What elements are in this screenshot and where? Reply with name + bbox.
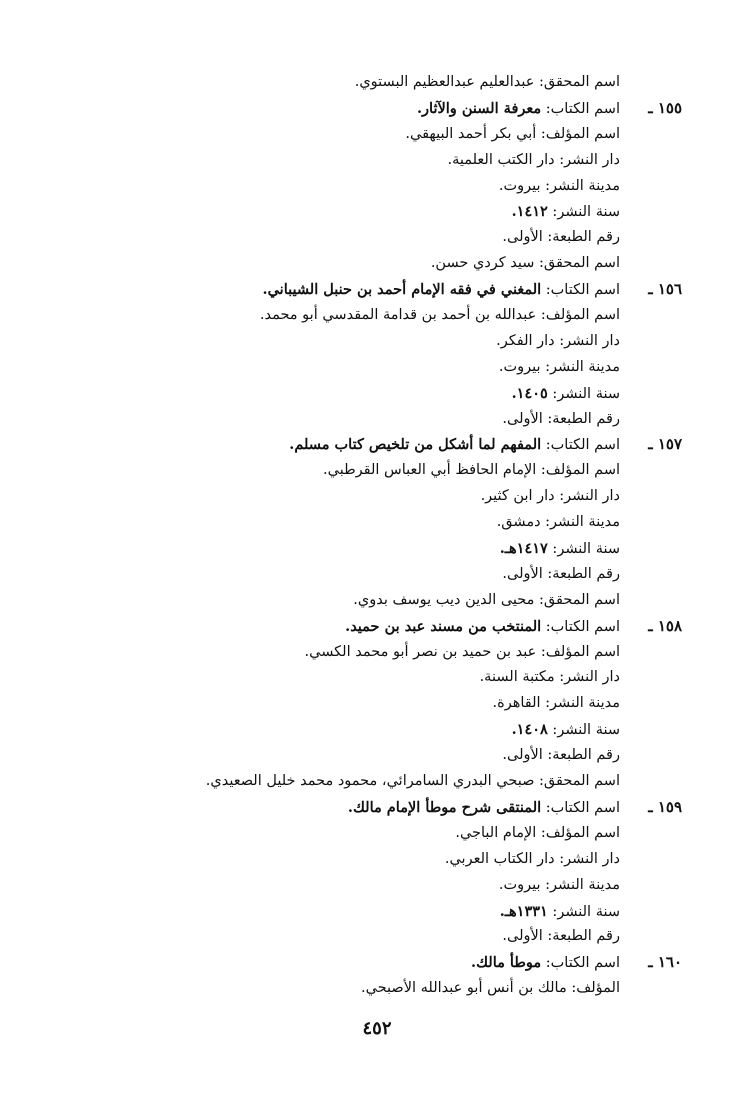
- entry-detail-line: [140, 743, 620, 769]
- entry-detail-line: [140, 148, 620, 174]
- field-label: اسم المؤلف:: [536, 824, 620, 841]
- field-label: مدينة النشر:: [540, 177, 620, 194]
- entry-number: ١٥٥ ـ: [648, 98, 682, 117]
- field-label: اسم المحقق:: [534, 591, 620, 608]
- field-label: سنة النشر:: [547, 541, 620, 558]
- entry-detail-line: [140, 355, 620, 381]
- field-value: الأولى.: [502, 229, 543, 246]
- entry-detail-line: [140, 769, 620, 795]
- entry-detail-line: [140, 510, 620, 536]
- field-value: المفهم لما أشكل من تلخيص كتاب مسلم.: [289, 436, 542, 454]
- entry-detail-line: [140, 562, 620, 588]
- field-value: ١٤٠٨.: [511, 721, 548, 739]
- entry-detail-line: [140, 640, 620, 666]
- field-label: اسم المحقق:: [534, 773, 620, 790]
- field-value: الأولى.: [502, 410, 543, 427]
- field-label: رقم الطبعة:: [542, 747, 620, 764]
- field-value: ١٤١٧هـ.: [499, 540, 548, 558]
- entry-detail-line: [140, 458, 620, 484]
- field-label: اسم الكتاب:: [541, 100, 620, 117]
- field-label: مدينة النشر:: [540, 358, 620, 375]
- field-label: اسم المؤلف:: [536, 125, 620, 142]
- field-label: مدينة النشر:: [540, 695, 620, 712]
- field-value: سيد كردي حسن.: [430, 255, 535, 272]
- field-value: ١٤١٢.: [511, 203, 548, 221]
- entry-detail-line: [140, 329, 620, 355]
- entry-detail-line: [140, 225, 620, 251]
- entry-detail-line: [140, 717, 620, 743]
- field-label: دار النشر:: [554, 488, 620, 505]
- field-label: دار النشر:: [554, 332, 620, 349]
- field-label: دار النشر:: [554, 151, 620, 168]
- field-value: معرفة السنن والآثار.: [416, 99, 542, 117]
- entry-detail-line: [140, 691, 620, 717]
- entry-detail-line: [140, 899, 620, 925]
- entry-detail-line: [140, 536, 620, 562]
- field-label: مدينة النشر:: [540, 514, 620, 531]
- entry-detail-line: [140, 484, 620, 510]
- field-value: الأولى.: [502, 565, 543, 582]
- field-value: الأولى.: [502, 928, 543, 945]
- entry-detail-line: [140, 407, 620, 433]
- field-value: ١٤٠٥.: [511, 384, 548, 402]
- field-label: اسم المؤلف:: [536, 307, 620, 324]
- entry-detail-line: [140, 303, 620, 329]
- field-label: اسم المؤلف:: [536, 643, 620, 660]
- field-value: مكتبة السنة.: [479, 669, 555, 686]
- field-value: موطأ مالك.: [471, 954, 542, 972]
- entry-detail-line: [140, 847, 620, 873]
- entry-number: ١٥٦ ـ: [648, 280, 682, 299]
- field-label: رقم الطبعة:: [542, 928, 620, 945]
- entry-detail-line: [140, 821, 620, 847]
- field-label: رقم الطبعة:: [542, 410, 620, 427]
- field-value: دمشق.: [496, 514, 541, 531]
- field-label: اسم الكتاب:: [541, 282, 620, 299]
- entry-start-line: [140, 614, 682, 640]
- entry-detail-line: [140, 588, 620, 614]
- field-value: الإمام الحافظ أبي العباس القرطبي.: [323, 462, 537, 479]
- entry-start-line: [140, 277, 682, 303]
- reference-list: [140, 70, 682, 1002]
- entry-detail-line: [140, 251, 620, 277]
- field-value: الإمام الباجي.: [455, 824, 537, 841]
- field-value: بيروت.: [498, 876, 541, 893]
- field-value: المغني في فقه الإمام أحمد بن حنبل الشيباني.: [262, 281, 542, 299]
- field-label: اسم المحقق:: [534, 255, 620, 272]
- field-label: اسم الكتاب:: [541, 437, 620, 454]
- field-label: سنة النشر:: [547, 385, 620, 402]
- field-label: سنة النشر:: [547, 903, 620, 920]
- field-value: أبي بكر أحمد البيهقي.: [405, 125, 537, 142]
- field-value: دار الفكر.: [496, 332, 555, 349]
- field-value: عبدالعليم عبدالعظيم البستوي.: [354, 74, 535, 90]
- field-label: رقم الطبعة:: [542, 565, 620, 582]
- field-value: محيى الدين ديب يوسف بدوي.: [353, 591, 535, 608]
- field-label: سنة النشر:: [547, 722, 620, 739]
- field-label: رقم الطبعة:: [542, 229, 620, 246]
- field-value: عبد بن حميد بن نصر أبو محمد الكسي.: [304, 643, 537, 660]
- field-label: اسم الكتاب:: [541, 618, 620, 635]
- entry-detail-line: [140, 70, 620, 96]
- field-value: دار ابن كثير.: [480, 488, 555, 505]
- entry-detail-line: [140, 122, 620, 148]
- field-label: اسم المحقق:: [534, 74, 620, 90]
- entry-detail-line: [140, 873, 620, 899]
- entry-detail-line: [140, 174, 620, 200]
- entry-number: ١٦٠ ـ: [648, 953, 682, 972]
- field-value: بيروت.: [498, 358, 541, 375]
- field-value: المنتخب من مسند عبد بن حميد.: [345, 617, 542, 635]
- field-value: الأولى.: [502, 747, 543, 764]
- field-value: دار الكتب العلمية.: [447, 151, 555, 168]
- entry-start-line: [140, 96, 682, 122]
- entry-start-line: [140, 795, 682, 821]
- entry-number: ١٥٨ ـ: [648, 616, 682, 635]
- field-value: دار الكتاب العربي.: [444, 850, 555, 867]
- page-number: ٤٥٢: [362, 1018, 392, 1039]
- entry-detail-line: [140, 665, 620, 691]
- entry-start-line: [140, 950, 682, 976]
- entry-detail-line: [140, 976, 620, 1002]
- field-label: دار النشر:: [554, 669, 620, 686]
- field-value: صبحي البدري السامرائي، محمود محمد خليل الصعيدي.: [205, 773, 535, 790]
- field-label: اسم المؤلف:: [536, 462, 620, 479]
- field-label: مدينة النشر:: [540, 876, 620, 893]
- field-label: اسم الكتاب:: [541, 799, 620, 816]
- field-value: القاهرة.: [492, 695, 541, 712]
- entry-detail-line: [140, 199, 620, 225]
- field-value: عبدالله بن أحمد بن قدامة المقدسي أبو محمد.: [259, 307, 537, 324]
- entry-detail-line: [140, 924, 620, 950]
- field-label: اسم الكتاب:: [541, 955, 620, 972]
- field-value: ١٣٣١هـ.: [499, 902, 548, 920]
- entry-number: ١٥٧ ـ: [648, 435, 682, 454]
- field-value: المنتقى شرح موطأ الإمام مالك.: [347, 798, 542, 816]
- entry-start-line: [140, 432, 682, 458]
- field-value: مالك بن أنس أبو عبدالله الأصبحي.: [361, 980, 567, 997]
- field-label: سنة النشر:: [547, 204, 620, 221]
- entry-detail-line: [140, 381, 620, 407]
- field-label: المؤلف:: [566, 980, 620, 997]
- entry-number: ١٥٩ ـ: [648, 797, 682, 816]
- field-value: بيروت.: [498, 177, 541, 194]
- field-label: دار النشر:: [554, 850, 620, 867]
